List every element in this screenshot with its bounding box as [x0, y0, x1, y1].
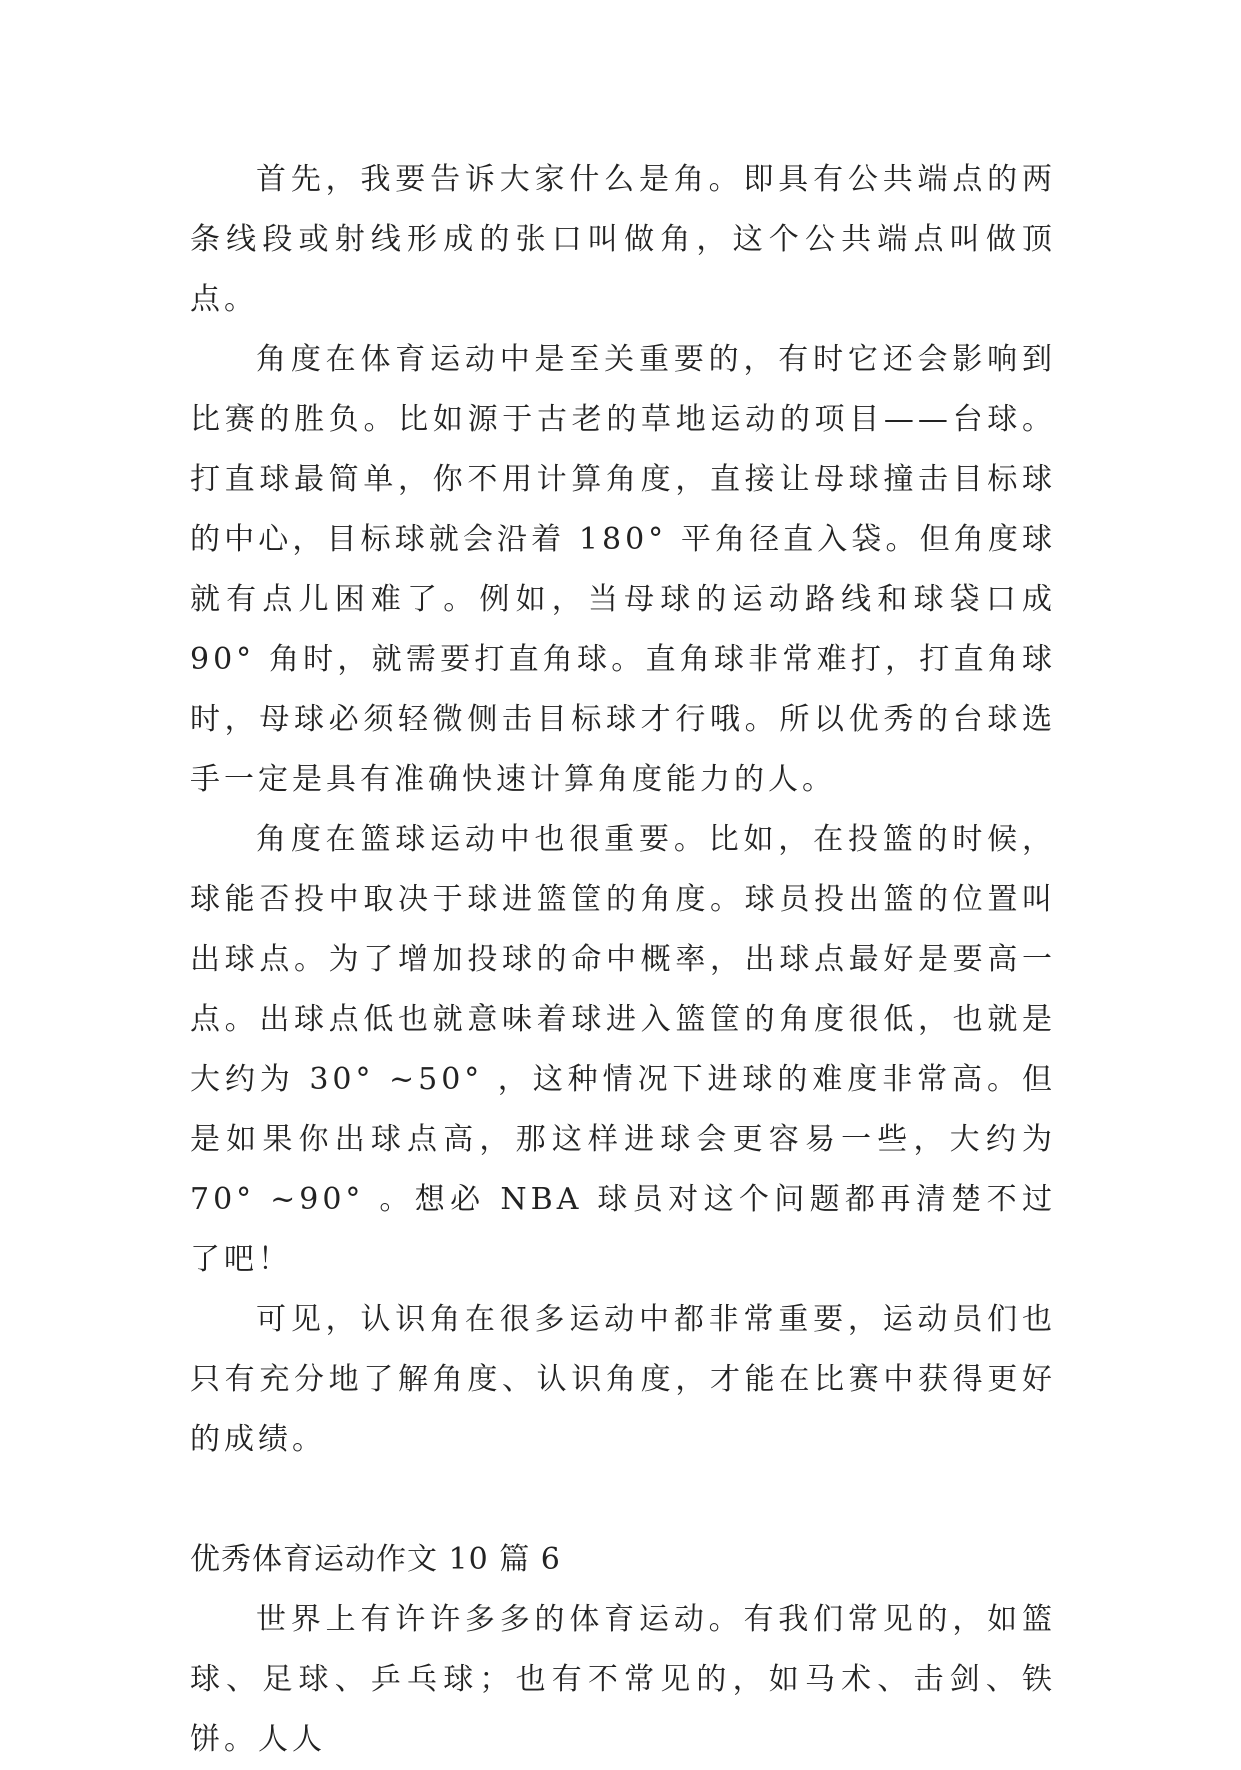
paragraph-basketball: 角度在篮球运动中也很重要。比如，在投篮的时候，球能否投中取决于球进篮筐的角度。球员投出篮的位置叫出球点。为了增加投球的命中概率，出球点最好是要高一点。出球点低也就意味着球进入篮筐的角度很低，也就是大约为 30° ~50° ，这种情况下进球的难度非常高。但是如果你出球点高，那这样进球会更容易一些，大约为 70° ~90° 。想必 NBA 球员对这个问题都再清楚不过了吧！ — [190, 822, 1056, 1277]
paragraph-conclusion: 可见，认识角在很多运动中都非常重要，运动员们也只有充分地了解角度、认识角度，才能在比赛中获得更好的成绩。 — [190, 1302, 1056, 1457]
paragraph-sports-intro: 世界上有许许多多的体育运动。有我们常见的，如篮球、足球、乒乓球；也有不常见的，如马术、击剑、铁饼。人人 — [190, 1602, 1056, 1757]
paragraph-billiards: 角度在体育运动中是至关重要的，有时它还会影响到比赛的胜负。比如源于古老的草地运动的项目——台球。打直球最简单，你不用计算角度，直接让母球撞击目标球的中心，目标球就会沿着 180° 平角径直入袋。但角度球就有点儿困难了。例如，当母球的运动路线和球袋口成 90° 角时，就需要打直角球。直角球非常难打，打直角球时，母球必须轻微侧击目标球才行哦。所以优秀的台球选手一定是具有准确快速计算角度能力的人。 — [190, 342, 1056, 797]
document-body — [190, 150, 1056, 1770]
paragraph-angle-definition: 首先，我要告诉大家什么是角。即具有公共端点的两条线段或射线形成的张口叫做角，这个公共端点叫做顶点。 — [190, 162, 1056, 317]
section-heading: 优秀体育运动作文 10 篇 6 — [190, 1542, 561, 1577]
